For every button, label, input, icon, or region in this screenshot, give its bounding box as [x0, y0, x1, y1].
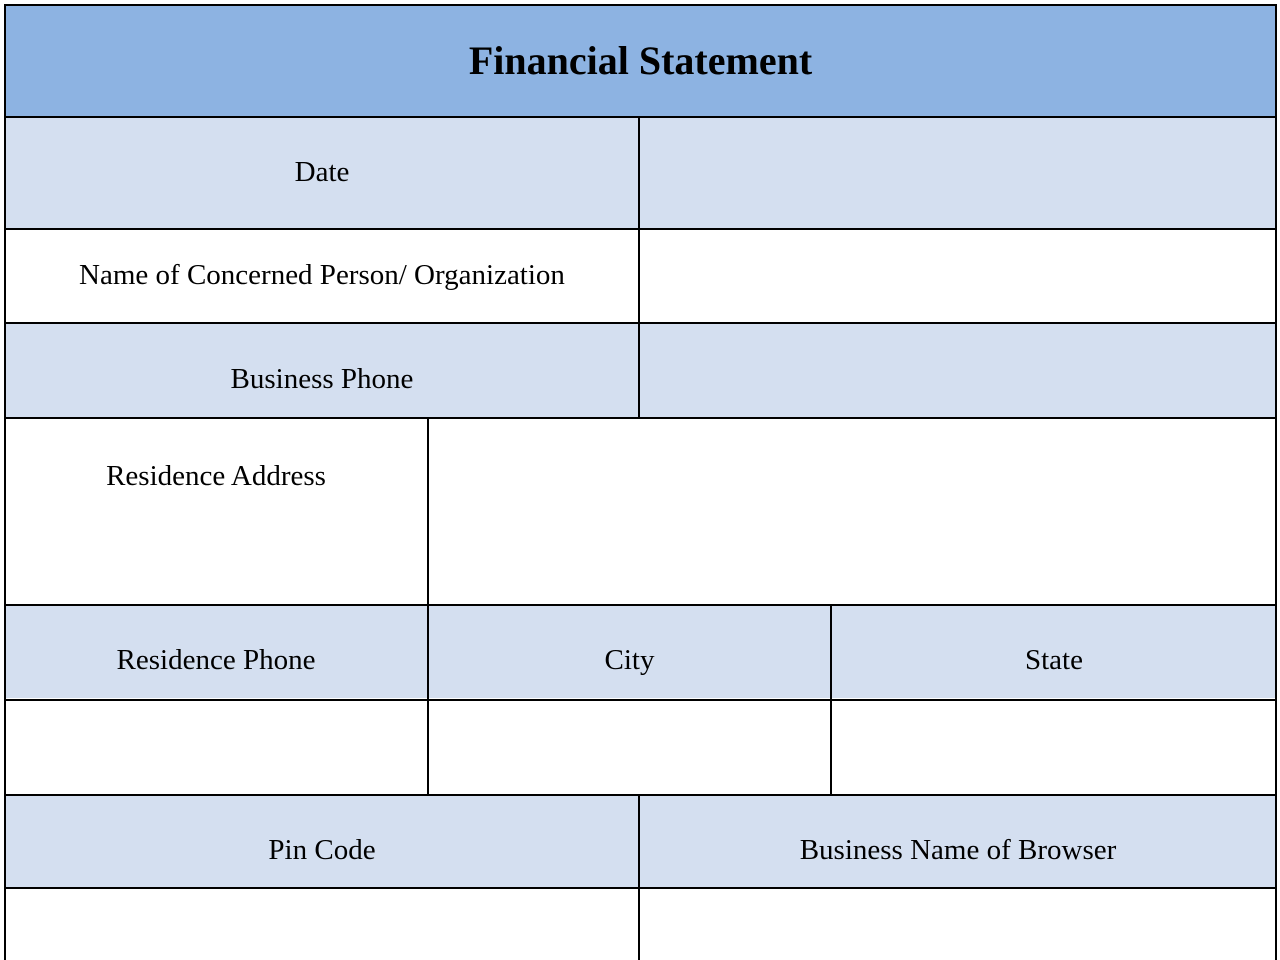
- divider-v-right-mid: [830, 604, 832, 796]
- residence-address-label: Residence Address: [5, 418, 427, 604]
- pin-code-value-field[interactable]: [5, 889, 639, 960]
- residence-address-value-field[interactable]: [429, 418, 1276, 604]
- border-top: [4, 4, 1277, 6]
- state-label: State: [832, 605, 1276, 698]
- city-label: City: [429, 605, 830, 698]
- form-title: Financial Statement: [5, 5, 1276, 116]
- name-label: Name of Concerned Person/ Organization: [5, 229, 639, 322]
- divider-h-1: [4, 116, 1277, 118]
- divider-h-5: [4, 604, 1277, 606]
- state-value-field[interactable]: [832, 700, 1276, 794]
- border-left: [4, 4, 6, 960]
- business-phone-value-field[interactable]: [640, 323, 1276, 417]
- pin-code-label: Pin Code: [5, 795, 639, 887]
- divider-h-2: [4, 228, 1277, 230]
- business-name-label: Business Name of Browser: [640, 795, 1276, 887]
- divider-h-3: [4, 322, 1277, 324]
- divider-h-6: [4, 699, 1277, 701]
- divider-v-center-top: [638, 116, 640, 418]
- divider-h-7: [4, 794, 1277, 796]
- city-value-field[interactable]: [429, 700, 830, 794]
- residence-phone-label: Residence Phone: [5, 605, 427, 698]
- border-right: [1275, 4, 1277, 960]
- business-phone-label: Business Phone: [5, 323, 639, 417]
- divider-v-center-bottom: [638, 794, 640, 960]
- business-name-value-field[interactable]: [640, 889, 1276, 960]
- divider-h-8: [4, 887, 1277, 889]
- divider-v-left-mid: [427, 417, 429, 796]
- date-label: Date: [5, 117, 639, 228]
- residence-phone-value-field[interactable]: [5, 700, 427, 794]
- name-value-field[interactable]: [640, 229, 1276, 322]
- divider-h-4: [4, 417, 1277, 419]
- date-value-field[interactable]: [640, 117, 1276, 228]
